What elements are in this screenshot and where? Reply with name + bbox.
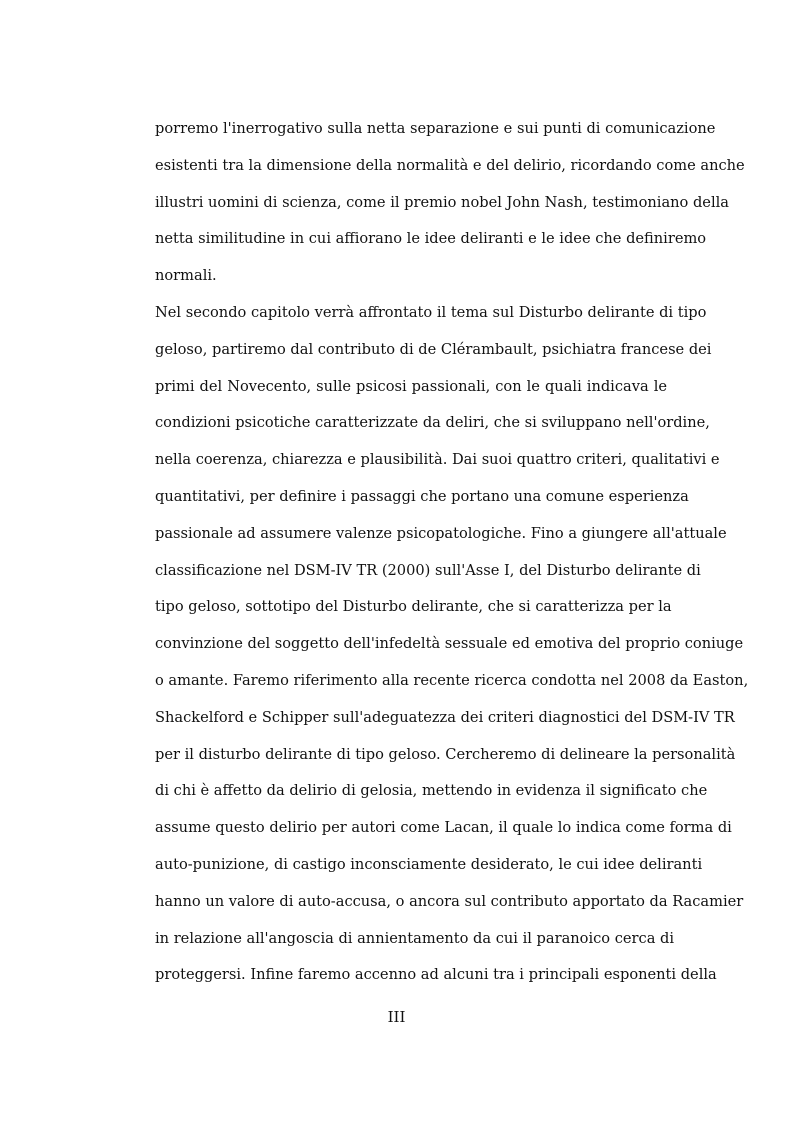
text-line: tipo geloso, sottotipo del Disturbo delirante, che si caratterizza per la [155, 598, 672, 616]
text-line: Shackelford e Schipper sull'adeguatezza dei criteri diagnostici del DSM-IV TR [155, 708, 735, 726]
text-line: o amante. Faremo riferimento alla recente ricerca condotta nel 2008 da Easton, [155, 671, 749, 689]
text-line: porremo l'inerrogativo sulla netta separazione e sui punti di comunicazione [155, 120, 716, 137]
text-line: hanno un valore di auto-accusa, o ancora sul contributo apportato da Racamier [155, 892, 744, 910]
text-line: normali. [155, 267, 217, 285]
text-line: quantitativi, per definire i passaggi che portano una comune esperienza [155, 487, 689, 505]
text-line: condizioni psicotiche caratterizzate da deliri, che si sviluppano nell'ordine, [155, 414, 710, 432]
text-line: passionale ad assumere valenze psicopatologiche. Fino a giungere all'attuale [155, 524, 727, 542]
text-line: nella coerenza, chiarezza e plausibilità. Dai suoi quattro criteri, qualitativi e [155, 451, 720, 469]
text-line: proteggersi. Infine faremo accenno ad alcuni tra i principali esponenti della [155, 966, 717, 984]
text-line: esistenti tra la dimensione della normalità e del delirio, ricordando come anche [155, 156, 745, 174]
text-line: di chi è affetto da delirio di gelosia, mettendo in evidenza il significato che [155, 782, 708, 800]
text-line: Nel secondo capitolo verrà affrontato il tema sul Disturbo delirante di tipo [155, 303, 707, 321]
text-line: primi del Novecento, sulle psicosi passionali, con le quali indicava le [155, 377, 667, 395]
text-line: illustri uomini di scienza, come il premio nobel John Nash, testimoniano della [155, 193, 729, 211]
page-number: III [387, 1008, 406, 1026]
text-line: auto-punizione, di castigo inconsciamente desiderato, le cui idee deliranti [155, 855, 703, 873]
text-line: netta similitudine in cui affiorano le idee deliranti e le idee che definiremo [155, 230, 707, 248]
body-text [155, 111, 749, 994]
text-line: classificazione nel DSM-IV TR (2000) sull'Asse I, del Disturbo delirante di [155, 561, 701, 579]
text-line: per il disturbo delirante di tipo geloso. Cercheremo di delineare la personalità [155, 745, 736, 763]
text-line: convinzione del soggetto dell'infedeltà sessuale ed emotiva del proprio coniuge [155, 635, 744, 653]
text-line: geloso, partiremo dal contributo di de Clérambault, psichiatra francese dei [155, 340, 712, 358]
text-line: in relazione all'angoscia di annientamento da cui il paranoico cerca di [155, 929, 675, 947]
text-line: assume questo delirio per autori come Lacan, il quale lo indica come forma di [155, 819, 732, 837]
